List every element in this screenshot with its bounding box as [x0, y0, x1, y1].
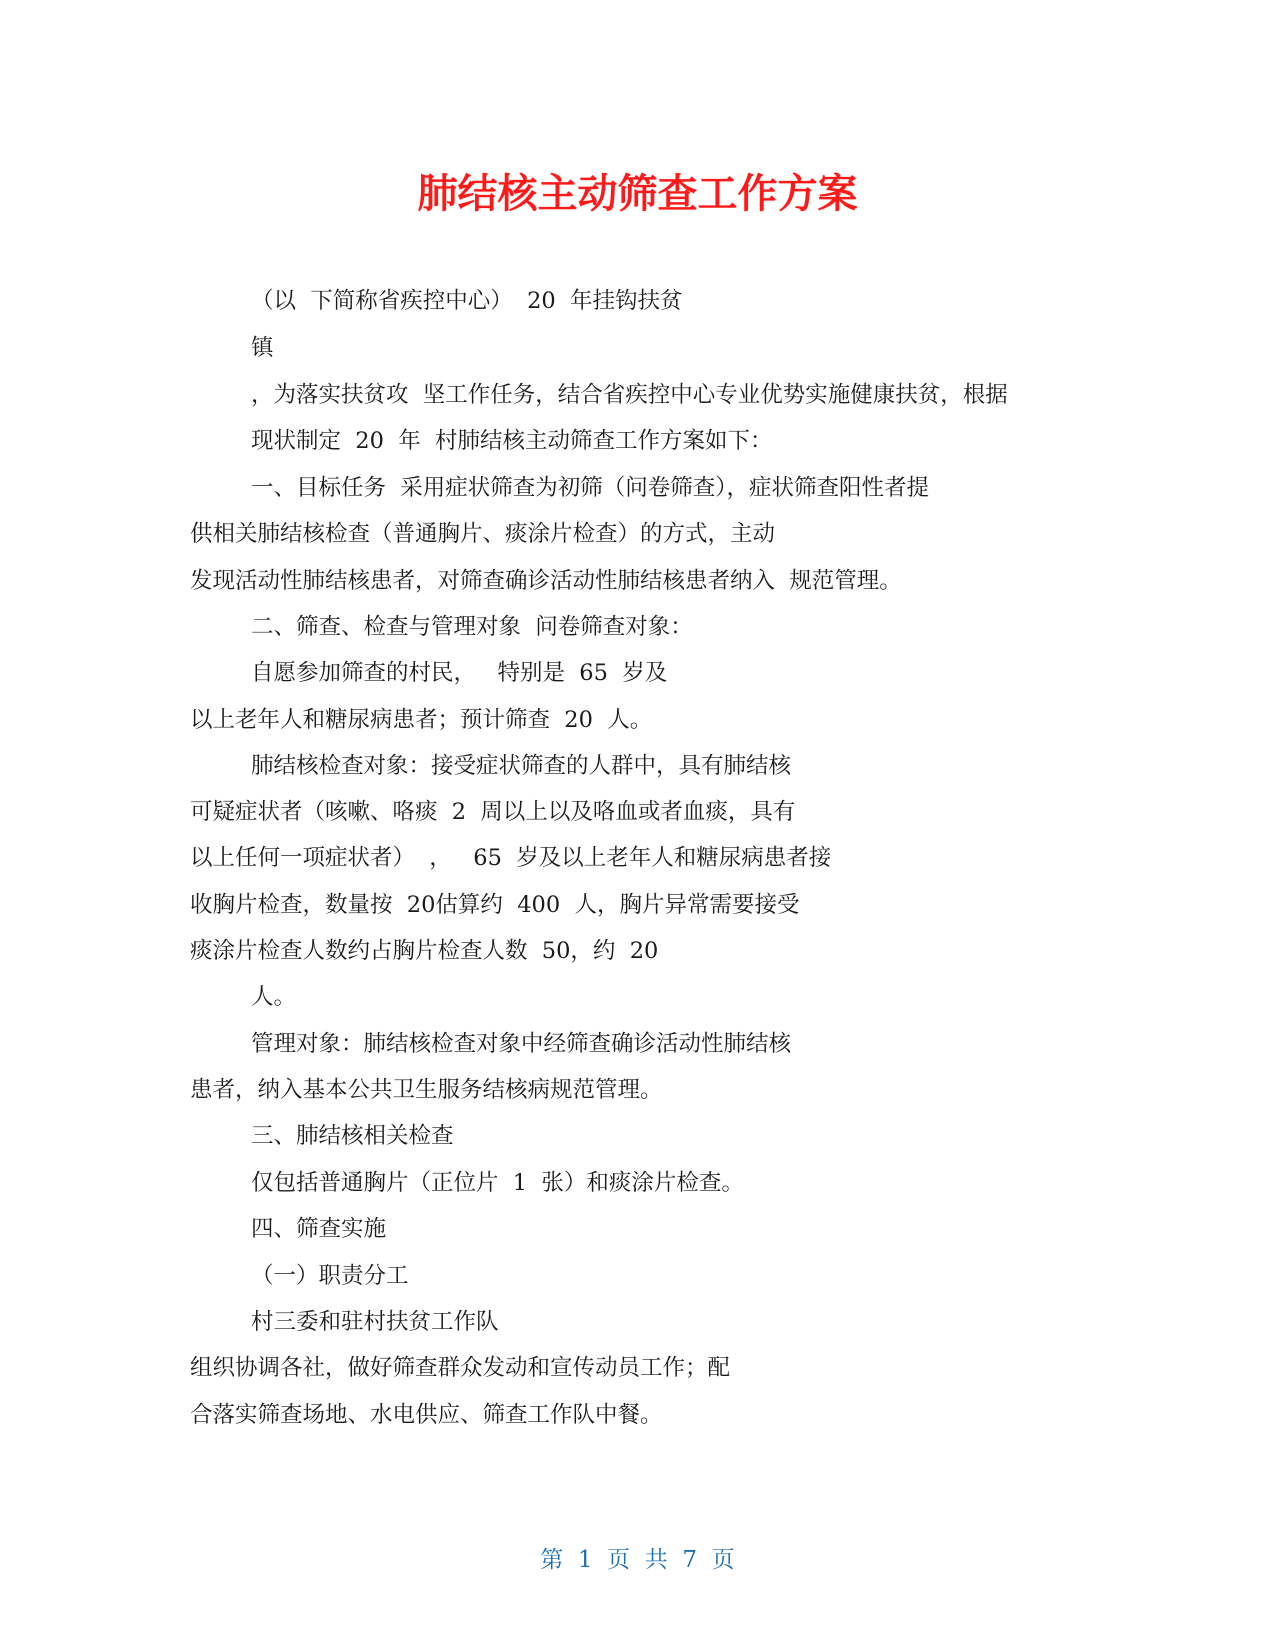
paragraph-line: 供相关肺结核检查（普通胸片、痰涂片检查）的方式，主动 [190, 521, 776, 547]
paragraph-line: 肺结核检查对象：接受症状筛查的人群中，具有肺结核 [251, 753, 792, 779]
paragraph-line: 四、筛查实施 [251, 1216, 387, 1242]
paragraph-line: 现状制定 20 年 村肺结核主动筛查工作方案如下： [251, 428, 773, 454]
paragraph-line: 痰涂片检查人数约占胸片检查人数 50，约 20 [190, 938, 659, 964]
paragraph-line: 一、目标任务 采用症状筛查为初筛（问卷筛查），症状筛查阳性者提 [251, 475, 930, 501]
paragraph-line: 组织协调各社，做好筛查群众发动和宣传动员工作；配 [190, 1355, 731, 1381]
page-number-footer: 第 1 页 共 7 页 [540, 1547, 735, 1573]
paragraph-line: 二、筛查、检查与管理对象 问卷筛查对象： [251, 614, 693, 640]
paragraph-line: 管理对象：肺结核检查对象中经筛查确诊活动性肺结核 [251, 1031, 792, 1057]
paragraph-line: 患者，纳入基本公共卫生服务结核病规范管理。 [190, 1077, 663, 1103]
paragraph-line: 村三委和驻村扶贫工作队 [251, 1309, 499, 1335]
paragraph-line: ，为落实扶贫攻 坚工作任务，结合省疾控中心专业优势实施健康扶贫，根据 [251, 382, 1008, 408]
document-title: 肺结核主动筛查工作方案 [417, 171, 858, 217]
paragraph-line: 人。 [251, 984, 297, 1010]
paragraph-line: （一）职责分工 [251, 1263, 409, 1289]
paragraph-line: 仅包括普通胸片（正位片 1 张）和痰涂片检查。 [251, 1170, 744, 1196]
paragraph-line: 以上任何一项症状者） ， 65 岁及以上老年人和糖尿病患者接 [190, 845, 832, 871]
paragraph-line: 收胸片检查，数量按 20估算约 400 人，胸片异常需要接受 [190, 892, 800, 918]
paragraph-line: （以 下简称省疾控中心） 20 年挂钩扶贫 [251, 288, 683, 314]
paragraph-line: 合落实筛查场地、水电供应、筛查工作队中餐。 [190, 1402, 663, 1428]
paragraph-line: 以上老年人和糖尿病患者；预计筛查 20 人。 [190, 707, 653, 733]
paragraph-line: 可疑症状者（咳嗽、咯痰 2 周以上以及咯血或者血痰，具有 [190, 799, 796, 825]
paragraph-line: 镇 [251, 335, 274, 361]
paragraph-line: 发现活动性肺结核患者，对筛查确诊活动性肺结核患者纳入 规范管理。 [190, 568, 902, 594]
paragraph-line: 自愿参加筛查的村民， 特别是 65 岁及 [251, 660, 668, 686]
paragraph-line: 三、肺结核相关检查 [251, 1123, 454, 1149]
